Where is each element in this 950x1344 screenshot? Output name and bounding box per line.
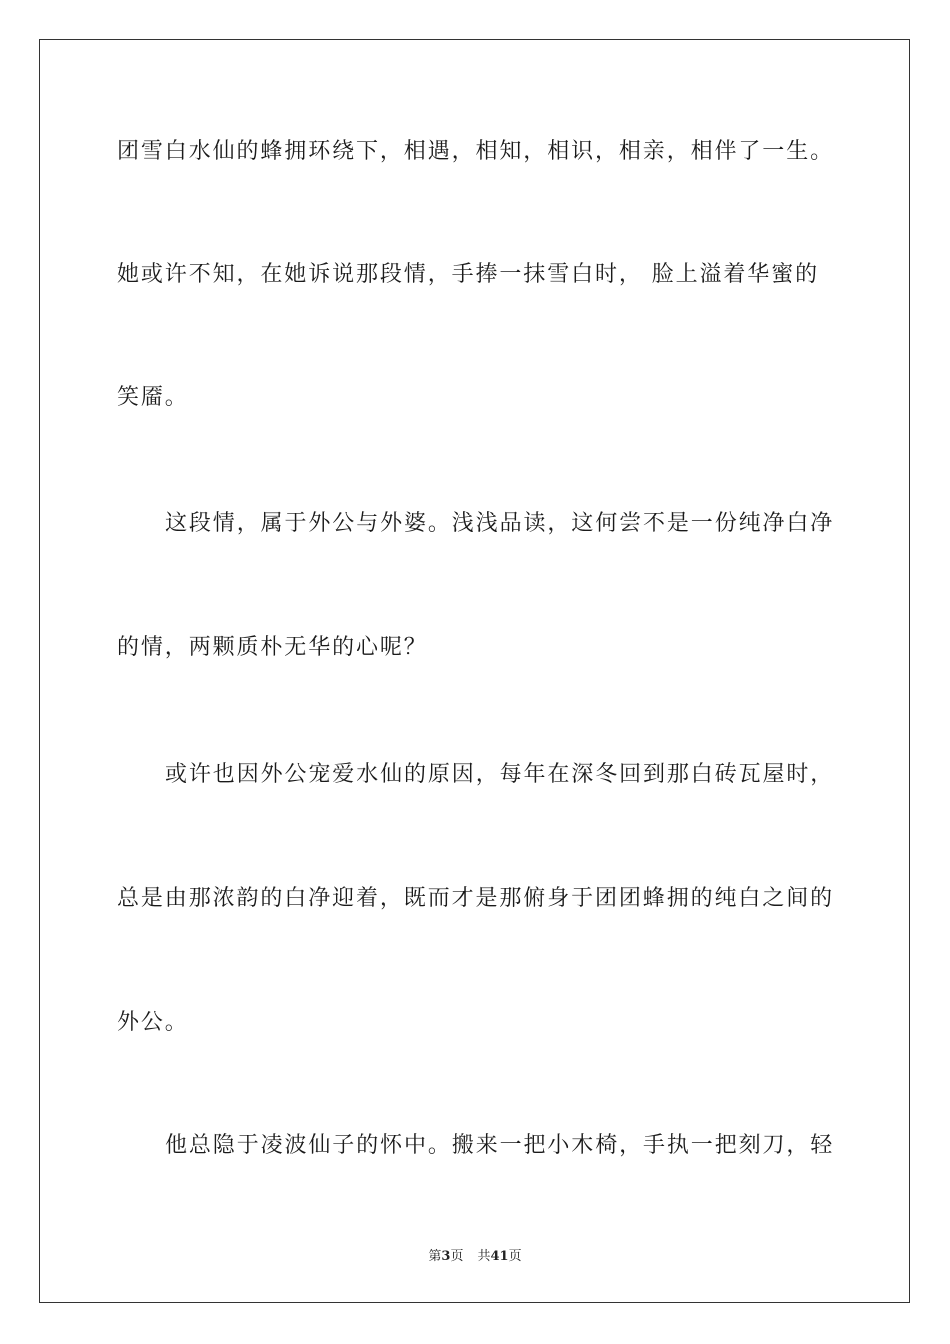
footer-page-prefix: 第: [428, 1249, 442, 1264]
text-line-1: 团雪白水仙的蜂拥环绕下，相遇，相知，相识，相亲，相伴了一生。: [117, 139, 835, 164]
footer-total-pages: 41: [490, 1249, 509, 1264]
footer-page-number: 3: [441, 1249, 451, 1264]
page-footer: [0, 1248, 950, 1266]
text-line-9: 他总隐于凌波仙子的怀中。搬来一把小木椅，手执一把刻刀，轻: [165, 1133, 835, 1158]
text-line-8: 外公。: [117, 1010, 189, 1035]
footer-total-suffix: 页: [508, 1249, 522, 1264]
text-line-4: 这段情，属于外公与外婆。浅浅品读，这何尝不是一份纯净白净: [165, 511, 835, 536]
footer-total-prefix: 共: [477, 1249, 491, 1264]
text-line-6: 或许也因外公宠爱水仙的原因，每年在深冬回到那白砖瓦屋时，: [165, 762, 835, 787]
text-line-2: 她或许不知，在她诉说那段情，手捧一抹雪白时， 脸上溢着华蜜的: [117, 262, 819, 287]
text-line-7: 总是由那浓韵的白净迎着，既而才是那俯身于团团蜂拥的纯白之间的: [117, 886, 835, 911]
text-line-3: 笑靥。: [117, 385, 189, 410]
footer-page-suffix: 页: [450, 1249, 464, 1264]
page-frame: [39, 39, 910, 1303]
text-line-5: 的情，两颗质朴无华的心呢？: [117, 635, 428, 660]
